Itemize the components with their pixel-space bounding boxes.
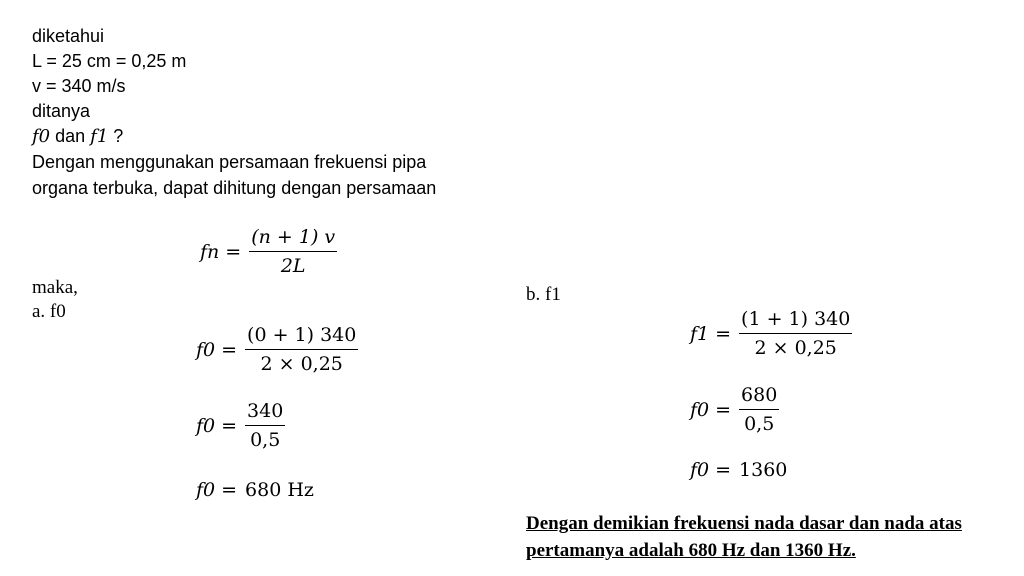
part-a-label: a. f0 bbox=[32, 301, 66, 322]
part-b-eq-3-lhs: f0 bbox=[690, 459, 710, 481]
part-b-eq-2 bbox=[690, 384, 779, 435]
part-a-eq-1 bbox=[196, 324, 358, 375]
part-a-eq-2-numerator: 340 bbox=[245, 400, 285, 426]
part-a-eq-2-lhs: f0 bbox=[196, 414, 216, 437]
asked-line bbox=[32, 124, 123, 149]
part-b-eq-1-fraction bbox=[739, 308, 852, 359]
part-b-eq-3 bbox=[690, 459, 787, 481]
formula-lhs: fn bbox=[200, 240, 220, 263]
part-a-eq-1-equals: = bbox=[221, 338, 238, 361]
asked-heading: ditanya bbox=[32, 101, 91, 121]
formula-numerator: (n + 1) v bbox=[249, 226, 337, 252]
part-a-eq-2-fraction bbox=[245, 400, 285, 451]
part-a-eq-3-equals: = bbox=[221, 479, 238, 501]
asked-var-f0: f0 bbox=[32, 126, 51, 147]
part-a-eq-2-equals: = bbox=[221, 414, 238, 437]
part-b-eq-1-numerator: (1 + 1) 340 bbox=[739, 308, 852, 334]
part-b-eq-1 bbox=[690, 308, 852, 359]
part-a-eq-1-lhs: f0 bbox=[196, 338, 216, 361]
asked-var-f1: f1 bbox=[90, 126, 109, 147]
part-a-eq-3-lhs: f0 bbox=[196, 479, 216, 501]
formula-equals: = bbox=[225, 240, 242, 263]
known-velocity: v = 340 m/s bbox=[32, 76, 126, 96]
general-formula bbox=[200, 226, 337, 277]
part-a-eq-3 bbox=[196, 479, 314, 501]
part-a-eq-1-fraction bbox=[245, 324, 358, 375]
part-a-eq-1-denominator: 2 × 0,25 bbox=[260, 353, 343, 375]
part-a-eq-2-denominator: 0,5 bbox=[250, 429, 281, 451]
conclusion-text: Dengan demikian frekuensi nada dasar dan nada atas pertamanya adalah 680 Hz dan 1360 Hz. bbox=[526, 513, 962, 561]
part-b-eq-2-lhs: f0 bbox=[690, 398, 710, 421]
part-b-eq-3-equals: = bbox=[715, 459, 732, 481]
part-a-eq-2 bbox=[196, 400, 285, 451]
part-b-eq-2-denominator: 0,5 bbox=[744, 413, 775, 435]
formula-denominator: 2L bbox=[280, 255, 306, 277]
asked-tail: ? bbox=[108, 126, 124, 146]
part-b-label: b. f1 bbox=[526, 284, 561, 305]
asked-mid: dan bbox=[50, 126, 91, 146]
intro-line-1: Dengan menggunakan persamaan frekuensi pipa bbox=[32, 152, 427, 172]
part-a-eq-3-result: 680 Hz bbox=[245, 479, 314, 501]
maka-text: maka, bbox=[32, 277, 78, 298]
known-heading: diketahui bbox=[32, 26, 105, 46]
part-b-eq-2-numerator: 680 bbox=[739, 384, 779, 410]
part-b-eq-2-equals: = bbox=[715, 398, 732, 421]
part-a-eq-1-numerator: (0 + 1) 340 bbox=[245, 324, 358, 350]
part-b-eq-1-equals: = bbox=[715, 322, 732, 345]
formula-fraction bbox=[249, 226, 337, 277]
intro-line-2: organa terbuka, dapat dihitung dengan persamaan bbox=[32, 178, 437, 198]
part-b-eq-1-lhs: f1 bbox=[690, 322, 710, 345]
part-b-eq-2-fraction bbox=[739, 384, 779, 435]
known-length: L = 25 cm = 0,25 m bbox=[32, 51, 187, 71]
part-b-eq-1-denominator: 2 × 0,25 bbox=[754, 337, 837, 359]
part-b-eq-3-result: 1360 bbox=[739, 459, 788, 481]
